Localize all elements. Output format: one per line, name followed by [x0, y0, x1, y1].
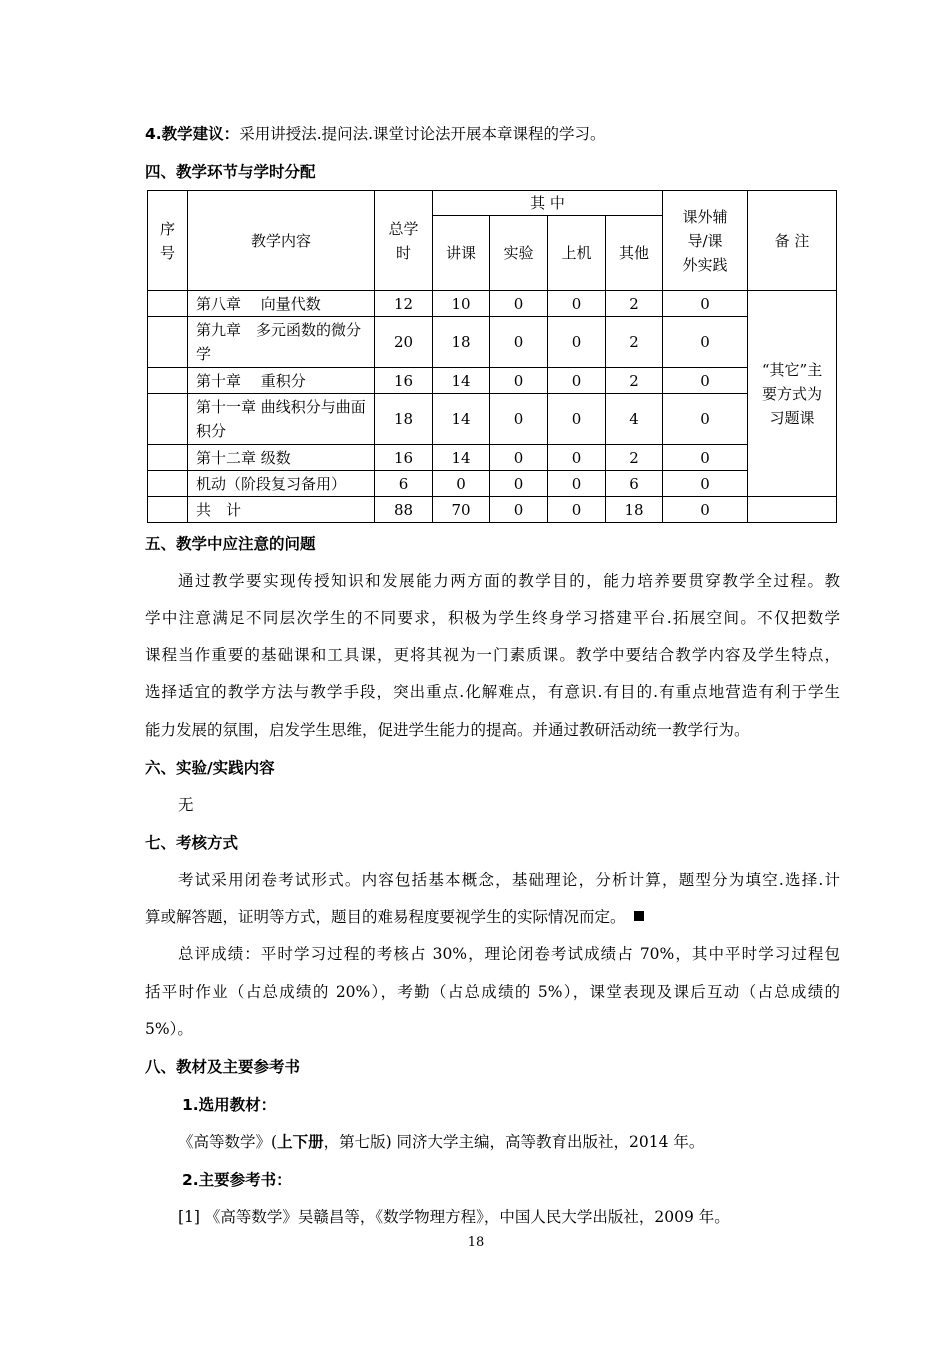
extra-cell: 0	[663, 445, 748, 471]
paragraph-line: 算或解答题，证明等方式，题目的难易程度要视学生的实际情况而定。	[145, 905, 840, 929]
section4-title: 四、教学环节与学时分配	[145, 163, 316, 181]
extra-cell: 0	[663, 291, 748, 317]
content-cell: 共 计	[188, 497, 375, 523]
seq-cell	[148, 497, 188, 523]
lab-cell: 0	[490, 394, 548, 445]
textbook-label: 1.选用教材：	[182, 1096, 277, 1114]
header-among: 其 中	[433, 191, 663, 216]
header-remark: 备 注	[748, 191, 837, 291]
lab-cell: 0	[490, 291, 548, 317]
lecture-cell: 14	[433, 394, 490, 445]
header-lecture: 讲课	[433, 216, 490, 291]
seq-cell	[148, 394, 188, 445]
remark-cell: “其它”主要方式为习题课	[748, 291, 837, 497]
page-number: 18	[467, 1235, 485, 1250]
computer-cell: 0	[548, 317, 606, 368]
computer-cell: 0	[548, 445, 606, 471]
content-cell: 第八章 向量代数	[188, 291, 375, 317]
table-total-row	[148, 497, 837, 523]
lab-cell: 0	[490, 317, 548, 368]
seq-cell	[148, 445, 188, 471]
computer-cell: 0	[548, 497, 606, 523]
paragraph-line: 选择适宜的教学方法与教学手段，突出重点.化解难点，有意识.有目的.有重点地营造有利于学生	[145, 683, 840, 701]
other-cell: 2	[606, 368, 663, 394]
header-seq: 序号	[148, 191, 188, 291]
remark-cell	[748, 497, 837, 523]
lecture-cell: 18	[433, 317, 490, 368]
other-cell: 4	[606, 394, 663, 445]
teaching-suggestion	[145, 122, 840, 146]
lecture-cell: 70	[433, 497, 490, 523]
computer-cell: 0	[548, 394, 606, 445]
computer-cell: 0	[548, 291, 606, 317]
seq-cell	[148, 317, 188, 368]
seq-cell	[148, 368, 188, 394]
teaching-suggestion-label: 4.教学建议：	[145, 125, 240, 143]
header-other: 其他	[606, 216, 663, 291]
lecture-cell: 14	[433, 368, 490, 394]
total-cell: 12	[375, 291, 433, 317]
other-cell: 18	[606, 497, 663, 523]
total-cell: 18	[375, 394, 433, 445]
paragraph-line: 5%）。	[145, 1020, 193, 1038]
total-cell: 6	[375, 471, 433, 497]
content-cell: 第九章 多元函数的微分学	[188, 317, 375, 368]
refs-label: 2.主要参考书：	[182, 1171, 292, 1189]
extra-cell: 0	[663, 368, 748, 394]
header-total: 总学时	[375, 191, 433, 291]
section8-title: 八、教材及主要参考书	[145, 1058, 301, 1076]
header-extra: 课外辅导/课外实践	[663, 191, 748, 291]
lecture-cell: 10	[433, 291, 490, 317]
table-row	[148, 291, 837, 317]
lab-cell: 0	[490, 445, 548, 471]
paragraph-line: 括平时作业（占总成绩的 20%），考勤（占总成绩的 5%），课堂表现及课后互动（占总成绩的	[145, 983, 840, 1001]
section6-title: 六、实验/实践内容	[145, 759, 275, 777]
content-cell: 第十二章 级数	[188, 445, 375, 471]
paragraph-line: 学中注意满足不同层次学生的不同要求，积极为学生终身学习搭建平台.拓展空间。不仅把数学	[145, 609, 840, 627]
other-cell: 6	[606, 471, 663, 497]
table-row	[148, 471, 837, 497]
paragraph-line: 考试采用闭卷考试形式。内容包括基本概念，基础理论，分析计算，题型分为填空.选择.计	[178, 871, 840, 889]
reference-entry: [1] 《高等数学》吴赣昌等，《数学物理方程》，中国人民大学出版社，2009 年。	[178, 1208, 730, 1226]
paragraph-line: 课程当作重要的基础课和工具课，更将其视为一门素质课。教学中要结合教学内容及学生特点，	[145, 646, 840, 664]
lab-cell: 0	[490, 471, 548, 497]
paragraph-line: 总评成绩：平时学习过程的考核占 30%，理论闭卷考试成绩占 70%，其中平时学习过程包	[178, 945, 840, 963]
table-row	[148, 368, 837, 394]
computer-cell: 0	[548, 368, 606, 394]
table-row	[148, 394, 837, 445]
section7-title: 七、考核方式	[145, 834, 239, 852]
total-cell: 20	[375, 317, 433, 368]
teaching-suggestion-text: 采用讲授法.提问法.课堂讨论法开展本章课程的学习。	[239, 125, 606, 143]
table-row	[148, 445, 837, 471]
hours-table	[147, 190, 837, 523]
content-cell: 第十章 重积分	[188, 368, 375, 394]
computer-cell: 0	[548, 471, 606, 497]
content-cell: 第十一章 曲线积分与曲面积分	[188, 394, 375, 445]
square-bullet-icon	[634, 911, 644, 921]
lab-cell: 0	[490, 497, 548, 523]
paragraph-line: 通过教学要实现传授知识和发展能力两方面的教学目的，能力培养要贯穿教学全过程。教	[178, 572, 840, 590]
seq-cell	[148, 471, 188, 497]
lab-cell: 0	[490, 368, 548, 394]
textbook-entry: 《高等数学》(上下册，第七版) 同济大学主编，高等教育出版社，2014 年。	[178, 1133, 705, 1151]
seq-cell	[148, 291, 188, 317]
paragraph-line: 能力发展的氛围，启发学生思维，促进学生能力的提高。并通过教研活动统一教学行为。	[145, 721, 750, 739]
section6-text: 无	[178, 796, 194, 814]
lecture-cell: 0	[433, 471, 490, 497]
extra-cell: 0	[663, 497, 748, 523]
total-cell: 88	[375, 497, 433, 523]
total-cell: 16	[375, 445, 433, 471]
section5-title: 五、教学中应注意的问题	[145, 535, 316, 553]
header-content: 教学内容	[188, 191, 375, 291]
other-cell: 2	[606, 445, 663, 471]
extra-cell: 0	[663, 394, 748, 445]
total-cell: 16	[375, 368, 433, 394]
lecture-cell: 14	[433, 445, 490, 471]
content-cell: 机动（阶段复习备用）	[188, 471, 375, 497]
other-cell: 2	[606, 317, 663, 368]
other-cell: 2	[606, 291, 663, 317]
table-row	[148, 317, 837, 368]
header-computer: 上机	[548, 216, 606, 291]
header-lab: 实验	[490, 216, 548, 291]
extra-cell: 0	[663, 317, 748, 368]
extra-cell: 0	[663, 471, 748, 497]
